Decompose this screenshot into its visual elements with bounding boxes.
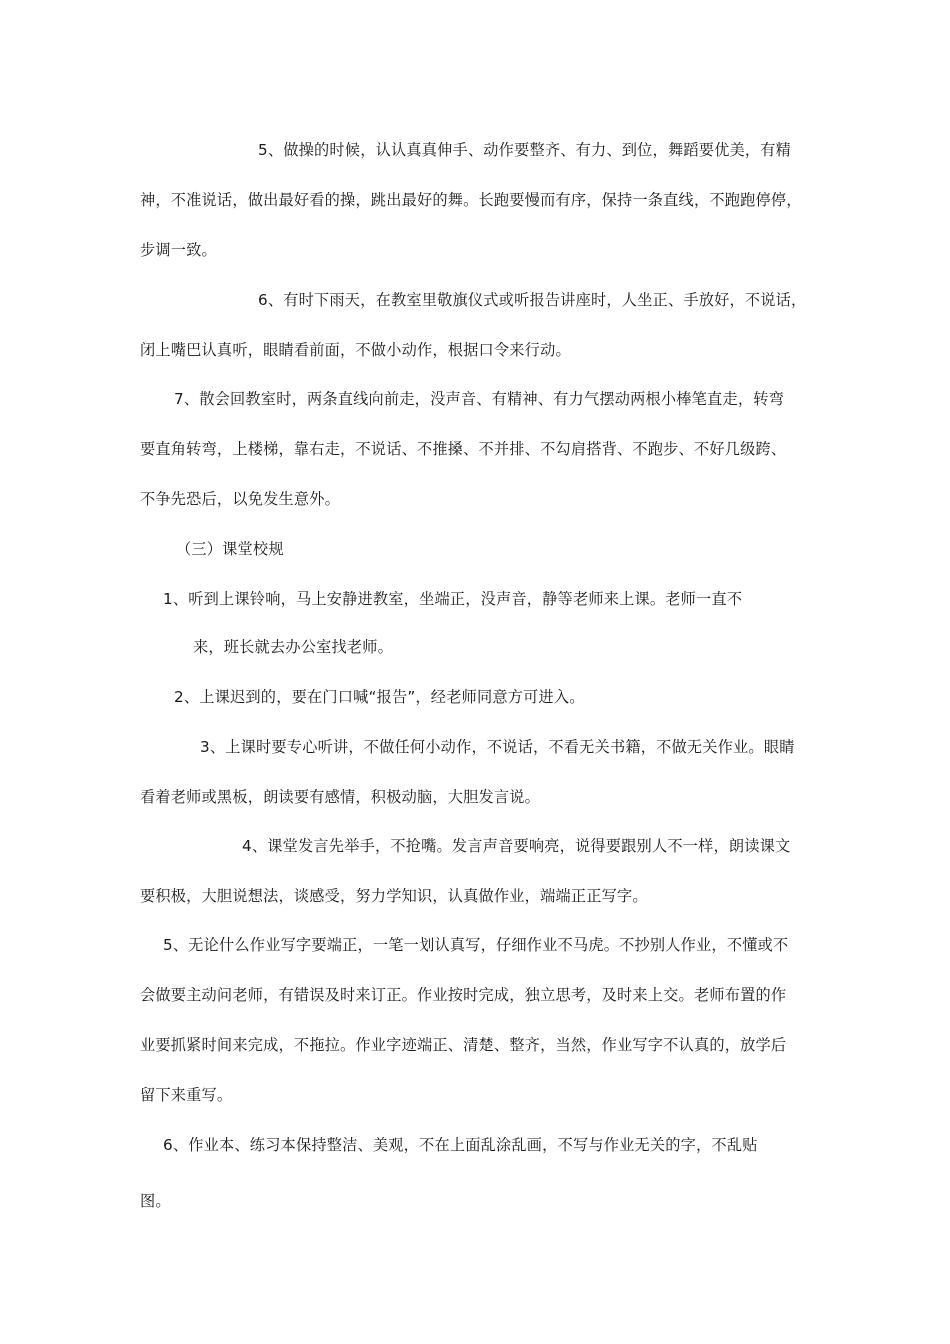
paragraph-line: 业要抓紧时间来完成，不拖拉。作业字迹端正、清楚、整齐，当然，作业写字不认真的，放学后 xyxy=(140,1036,787,1054)
paragraph-line: 看着老师或黑板，朗读要有感情，积极动脑，大胆发言说。 xyxy=(140,788,541,806)
paragraph-line: 来，班长就去办公室找老师。 xyxy=(193,638,394,656)
paragraph-line: 7、散会回教室时，两条直线向前走，没声音、有精神、有力气摆动两根小棒笔直走，转弯 xyxy=(174,390,784,408)
paragraph-line: 要直角转弯，上楼梯，靠右走，不说话、不推搡、不并排、不勾肩搭背、不跑步、不好几级跨、 xyxy=(140,440,787,458)
paragraph-line: 图。 xyxy=(140,1192,171,1210)
paragraph-line: 5、无论什么作业写字要端正，一笔一划认真写，仔细作业不马虎。不抄别人作业，不懂或不 xyxy=(163,936,789,954)
paragraph-line: 5、做操的时候，认认真真伸手、动作要整齐、有力、到位，舞蹈要优美，有精 xyxy=(258,141,792,159)
paragraph-line: 闭上嘴巴认真听，眼睛看前面，不做小动作，根据口令来行动。 xyxy=(140,341,571,359)
paragraph-line: 4、课堂发言先举手，不抢嘴。发言声音要响亮，说得要跟别人不一样，朗读课文 xyxy=(242,837,791,855)
paragraph-line: 神，不准说话，做出最好看的操，跳出最好的舞。长跑要慢而有序，保持一条直线，不跑跑停停， xyxy=(140,191,802,209)
paragraph-line: 步调一致。 xyxy=(140,241,217,259)
paragraph-line: 不争先恐后，以免发生意外。 xyxy=(140,490,341,508)
paragraph-line: 6、有时下雨天，在教室里敬旗仪式或听报告讲座时，人坐正、手放好，不说话， xyxy=(258,291,807,309)
paragraph-line: 1、听到上课铃响，马上安静进教室，坐端正，没声音，静等老师来上课。老师一直不 xyxy=(163,590,743,608)
paragraph-line: 2、上课迟到的，要在门口喊“报告”，经老师同意方可进入。 xyxy=(174,688,585,706)
paragraph-line: 留下来重写。 xyxy=(140,1086,233,1104)
paragraph-line: 6、作业本、练习本保持整洁、美观，不在上面乱涂乱画，不写与作业无关的字，不乱贴 xyxy=(163,1136,758,1154)
paragraph-line: 会做要主动问老师，有错误及时来订正。作业按时完成，独立思考，及时来上交。老师布置的作 xyxy=(140,986,787,1004)
paragraph-line: 要积极，大胆说想法，谈感受，努力学知识，认真做作业，端端正正写字。 xyxy=(140,887,648,905)
paragraph-line: 3、上课时要专心听讲，不做任何小动作，不说话，不看无关书籍，不做无关作业。眼睛 xyxy=(200,738,795,756)
section-heading: （三）课堂校规 xyxy=(176,540,284,558)
